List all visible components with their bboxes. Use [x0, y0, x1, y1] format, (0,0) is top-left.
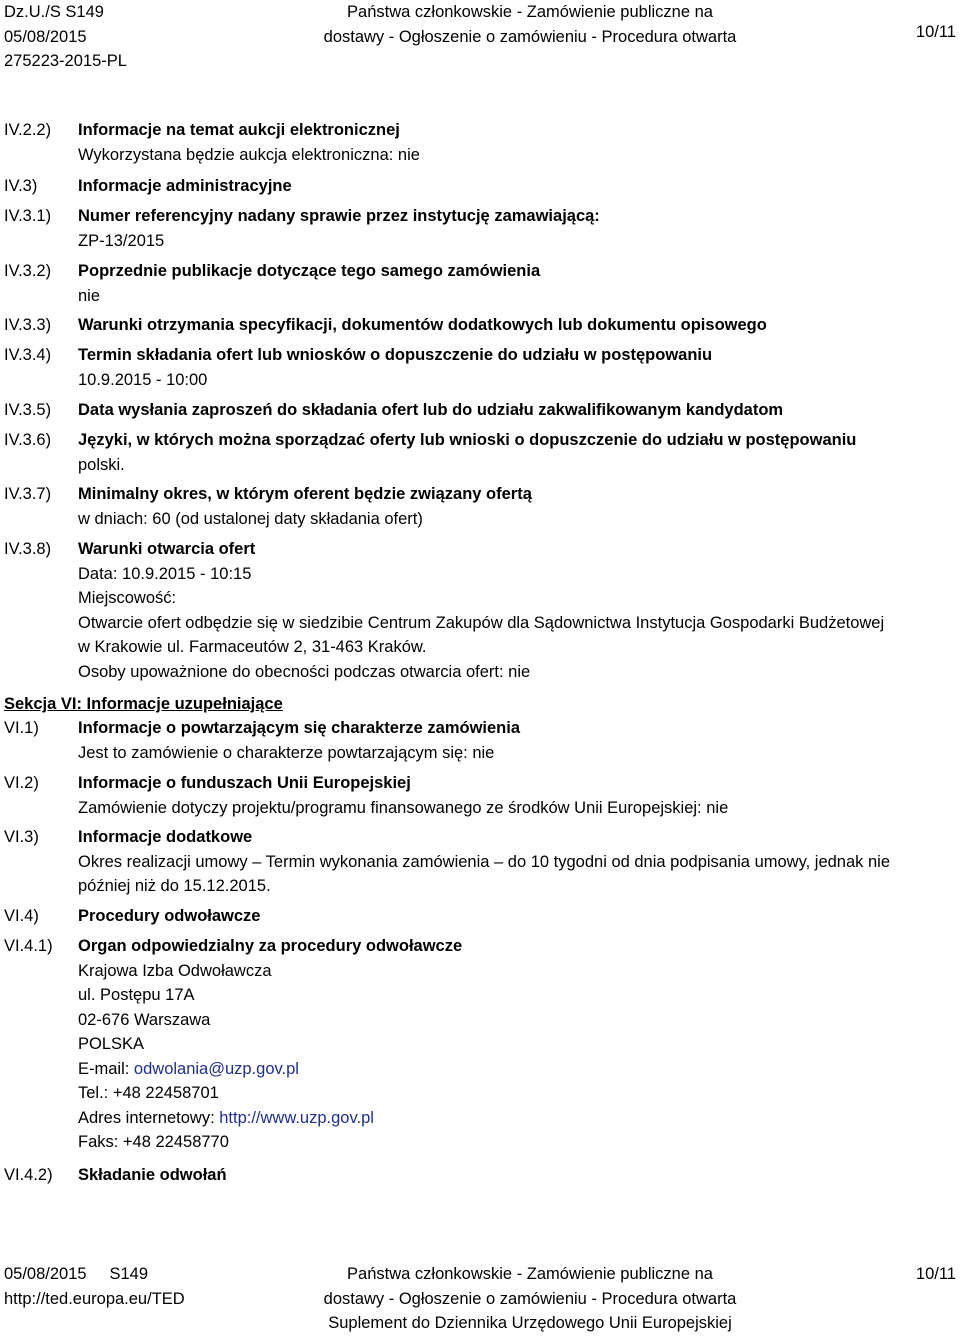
section-line: Otwarcie ofert odbędzie się w siedzibie Centrum Zakupów dla Sądownictwa Instytucja Gospodarki Budżetowej	[78, 613, 885, 632]
section-title: Informacje na temat aukcji elektronicznej	[78, 121, 400, 139]
section-line: Wykorzystana będzie aukcja elektroniczna: nie	[78, 145, 420, 164]
org-street: ul. Postępu 17A	[78, 986, 195, 1004]
section-title: Numer referencyjny nadany sprawie przez instytucję zamawiającą:	[78, 207, 600, 225]
section-title: Składanie odwołań	[78, 1166, 227, 1184]
section-number: IV.3.1)	[4, 207, 52, 225]
header-title-line2: dostawy - Ogłoszenie o zamówieniu - Procedura otwarta	[323, 27, 737, 46]
section-line: Okres realizacji umowy – Termin wykonania zamówienia – do 10 tygodni od dnia podpisania umowy, jednak nie	[78, 852, 890, 871]
section-title: Poprzednie publikacje dotyczące tego samego zamówienia	[78, 262, 541, 280]
section-line: polski.	[78, 455, 125, 474]
section-title: Procedury odwoławcze	[78, 907, 261, 925]
footer-center	[0, 1262, 960, 1336]
footer-date-issue: 05/08/2015 S149	[4, 1265, 149, 1283]
section-line: Jest to zamówienie o charakterze powtarzającym się: nie	[78, 743, 495, 762]
section-number: IV.3.5)	[4, 401, 52, 419]
header-notice-id: 275223-2015-PL	[4, 52, 127, 70]
section-title: Informacje o powtarzającym się charakterze zamówienia	[78, 719, 521, 737]
section-line: później niż do 15.12.2015.	[78, 877, 271, 895]
section-number: VI.4.1)	[4, 937, 53, 955]
org-email-row	[78, 1057, 946, 1082]
section-title: Termin składania ofert lub wniosków o dopuszczenie do udziału w postępowaniu	[78, 346, 713, 364]
section-line: Miejscowość:	[78, 589, 177, 607]
section-line: Data: 10.9.2015 - 10:15	[78, 564, 252, 583]
section-title: Informacje o funduszach Unii Europejskiej	[78, 774, 411, 792]
section-title: Warunki otwarcia ofert	[78, 540, 256, 558]
section-number: VI.2)	[4, 774, 39, 792]
org-city: 02-676 Warszawa	[78, 1010, 211, 1029]
section-number: VI.1)	[4, 719, 39, 737]
org-web-row	[78, 1106, 946, 1131]
footer-title-line2: dostawy - Ogłoszenie o zamówieniu - Procedura otwarta	[323, 1289, 737, 1308]
section-title: Organ odpowiedzialny za procedury odwoławcze	[78, 937, 463, 955]
section-vi-heading: Sekcja VI: Informacje uzupełniające	[4, 695, 283, 713]
page-header	[0, 0, 960, 70]
org-country: POLSKA	[78, 1035, 145, 1053]
section-line: ZP-13/2015	[78, 231, 165, 250]
header-center	[0, 0, 960, 49]
org-phone: Tel.: +48 22458701	[78, 1084, 219, 1102]
section-number: IV.3.8)	[4, 540, 52, 558]
header-journal-ref: Dz.U./S S149	[4, 3, 104, 21]
section-line: nie	[78, 286, 101, 305]
section-line: w Krakowie ul. Farmaceutów 2, 31-463 Kraków.	[78, 638, 427, 656]
section-line: 10.9.2015 - 10:00	[78, 370, 208, 389]
section-number: VI.4)	[4, 907, 39, 925]
section-number: IV.3.2)	[4, 262, 52, 280]
section-title: Języki, w których można sporządzać oferty lub wnioski o dopuszczenie do udziału w postępowaniu	[78, 431, 857, 449]
footer-page-number: 10/11	[915, 1265, 956, 1283]
section-number: VI.3)	[4, 828, 39, 846]
footer-url: http://ted.europa.eu/TED	[4, 1289, 185, 1308]
section-number: IV.3.3)	[4, 316, 52, 334]
section-number: IV.2.2)	[4, 121, 52, 139]
org-fax: Faks: +48 22458770	[78, 1133, 229, 1151]
header-title-line1: Państwa członkowskie - Zamówienie publiczne na	[347, 3, 713, 21]
email-label: E-mail:	[78, 1059, 134, 1078]
section-number: IV.3.6)	[4, 431, 52, 449]
org-name: Krajowa Izba Odwoławcza	[78, 961, 272, 980]
header-page-number: 10/11	[915, 23, 956, 41]
section-title: Informacje dodatkowe	[78, 828, 253, 846]
page-footer	[0, 1262, 960, 1332]
web-label: Adres internetowy:	[78, 1108, 220, 1127]
header-date: 05/08/2015	[4, 27, 87, 46]
section-number: VI.4.2)	[4, 1166, 53, 1184]
email-link[interactable]: odwolania@uzp.gov.pl	[133, 1059, 299, 1078]
footer-supplement: Suplement do Dziennika Urzędowego Unii Europejskiej	[328, 1314, 732, 1332]
section-line: Zamówienie dotyczy projektu/programu finansowanego ze środków Unii Europejskiej: nie	[78, 798, 729, 817]
section-number: IV.3.4)	[4, 346, 52, 364]
section-number: IV.3)	[4, 177, 38, 195]
section-number: IV.3.7)	[4, 485, 52, 503]
web-link[interactable]: http://www.uzp.gov.pl	[219, 1108, 374, 1127]
section-line: w dniach: 60 (od ustalonej daty składania ofert)	[78, 509, 423, 528]
section-title: Warunki otrzymania specyfikacji, dokumentów dodatkowych lub dokumentu opisowego	[78, 316, 767, 334]
section-title: Informacje administracyjne	[78, 177, 292, 195]
section-line: Osoby upoważnione do obecności podczas otwarcia ofert: nie	[78, 662, 531, 681]
section-title: Data wysłania zaproszeń do składania ofert lub do udziału zakwalifikowanym kandydatom	[78, 401, 784, 419]
footer-title-line1: Państwa członkowskie - Zamówienie publiczne na	[347, 1265, 713, 1283]
section-title: Minimalny okres, w którym oferent będzie związany ofertą	[78, 485, 532, 503]
